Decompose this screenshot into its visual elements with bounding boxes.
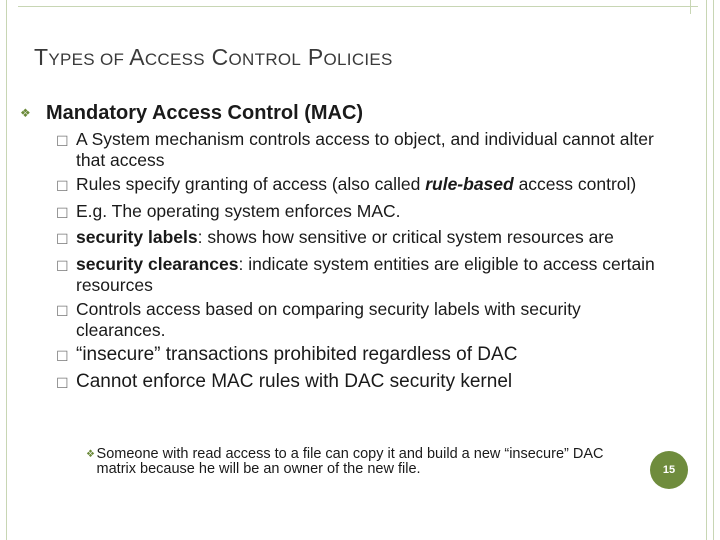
checkbox-bullet-icon: ☐ (56, 133, 69, 149)
sub-bullet-text-part: security clearances (76, 253, 239, 274)
title-cap-letter: T (34, 44, 49, 70)
sub-bullet-list (56, 129, 666, 397)
sub-bullet-text-part: rule-based (425, 174, 514, 195)
green-diamond-bullet-icon: ❖ (86, 449, 95, 460)
sub-bullet-text-part: Controls access based on comparing security labels with security clearances. (76, 298, 581, 340)
sub-bullet-item (56, 371, 666, 394)
sub-bullet-text (76, 174, 666, 195)
sub-bullet-text (76, 299, 666, 341)
page-number: 15 (662, 464, 676, 476)
frame-right-short-line (690, 0, 691, 14)
sub-bullet-text-part: : indicate system entities are eligible to access certain resources (76, 253, 655, 295)
checkbox-bullet-icon: ☐ (56, 257, 69, 274)
checkbox-bullet-icon: ☐ (56, 178, 69, 195)
title-cap-letter: P (301, 44, 324, 70)
checkbox-bullet-icon: ☐ (56, 348, 69, 365)
checkbox-bullet-icon: ☐ (56, 231, 69, 248)
frame-right-line-outer (713, 0, 714, 540)
sub-sub-bullet-text: Someone with read access to a file can copy it and build a new “insecure” DAC matrix because he will be an owner of the new file. (96, 446, 604, 477)
title-small-caps: ONTROL (228, 50, 302, 69)
sub-bullet-text-part: Rules specify granting of access (also called (76, 174, 426, 195)
sub-bullet-text (76, 227, 666, 248)
sub-bullet-item (56, 299, 666, 341)
page-number-badge (650, 451, 688, 489)
frame-top-line (18, 6, 698, 7)
sub-bullet-item (56, 174, 666, 197)
title-small-caps: OF (94, 50, 130, 69)
sub-bullet-text (76, 344, 666, 365)
checkbox-bullet-icon: ☐ (56, 374, 69, 391)
sub-bullet-text-part: E.g. The operating system enforces MAC. (76, 200, 401, 221)
green-diamond-bullet-icon: ❖ (20, 106, 31, 120)
sub-bullet-item (56, 254, 666, 296)
sub-bullet-item (56, 201, 666, 224)
title-small-caps: CCESS (144, 50, 205, 69)
sub-sub-bullet (86, 447, 646, 477)
slide-title (34, 44, 393, 71)
sub-bullet-text (76, 371, 666, 392)
main-bullet-text: Mandatory Access Control (MAC) (46, 102, 364, 124)
sub-bullet-item (56, 344, 666, 367)
title-small-caps: YPES (48, 50, 95, 69)
frame-right-line-inner (706, 0, 707, 540)
sub-bullet-item (56, 227, 666, 250)
sub-bullet-text-part: A System mechanism controls access to object, and individual cannot alter that access (76, 129, 654, 170)
title-small-caps: OLICIES (323, 50, 393, 69)
sub-bullet-text-part: security labels (76, 227, 198, 248)
sub-bullet-text-part: Cannot enforce MAC rules with DAC security kernel (76, 370, 513, 392)
title-cap-letter: A (129, 44, 145, 70)
sub-bullet-text-part: access control) (513, 174, 637, 195)
frame-left-line (6, 0, 7, 540)
sub-bullet-item (56, 129, 666, 171)
sub-bullet-text (76, 201, 666, 222)
checkbox-bullet-icon: ☐ (56, 204, 69, 221)
checkbox-bullet-icon: ☐ (56, 302, 69, 319)
title-cap-letter: C (204, 44, 229, 70)
sub-bullet-text (76, 254, 666, 296)
sub-bullet-text-part: : shows how sensitive or critical system resources are (197, 227, 614, 248)
main-bullet (20, 102, 363, 125)
sub-bullet-text-part: “insecure” transactions prohibited regardless of DAC (76, 344, 518, 366)
sub-bullet-text (76, 129, 666, 171)
